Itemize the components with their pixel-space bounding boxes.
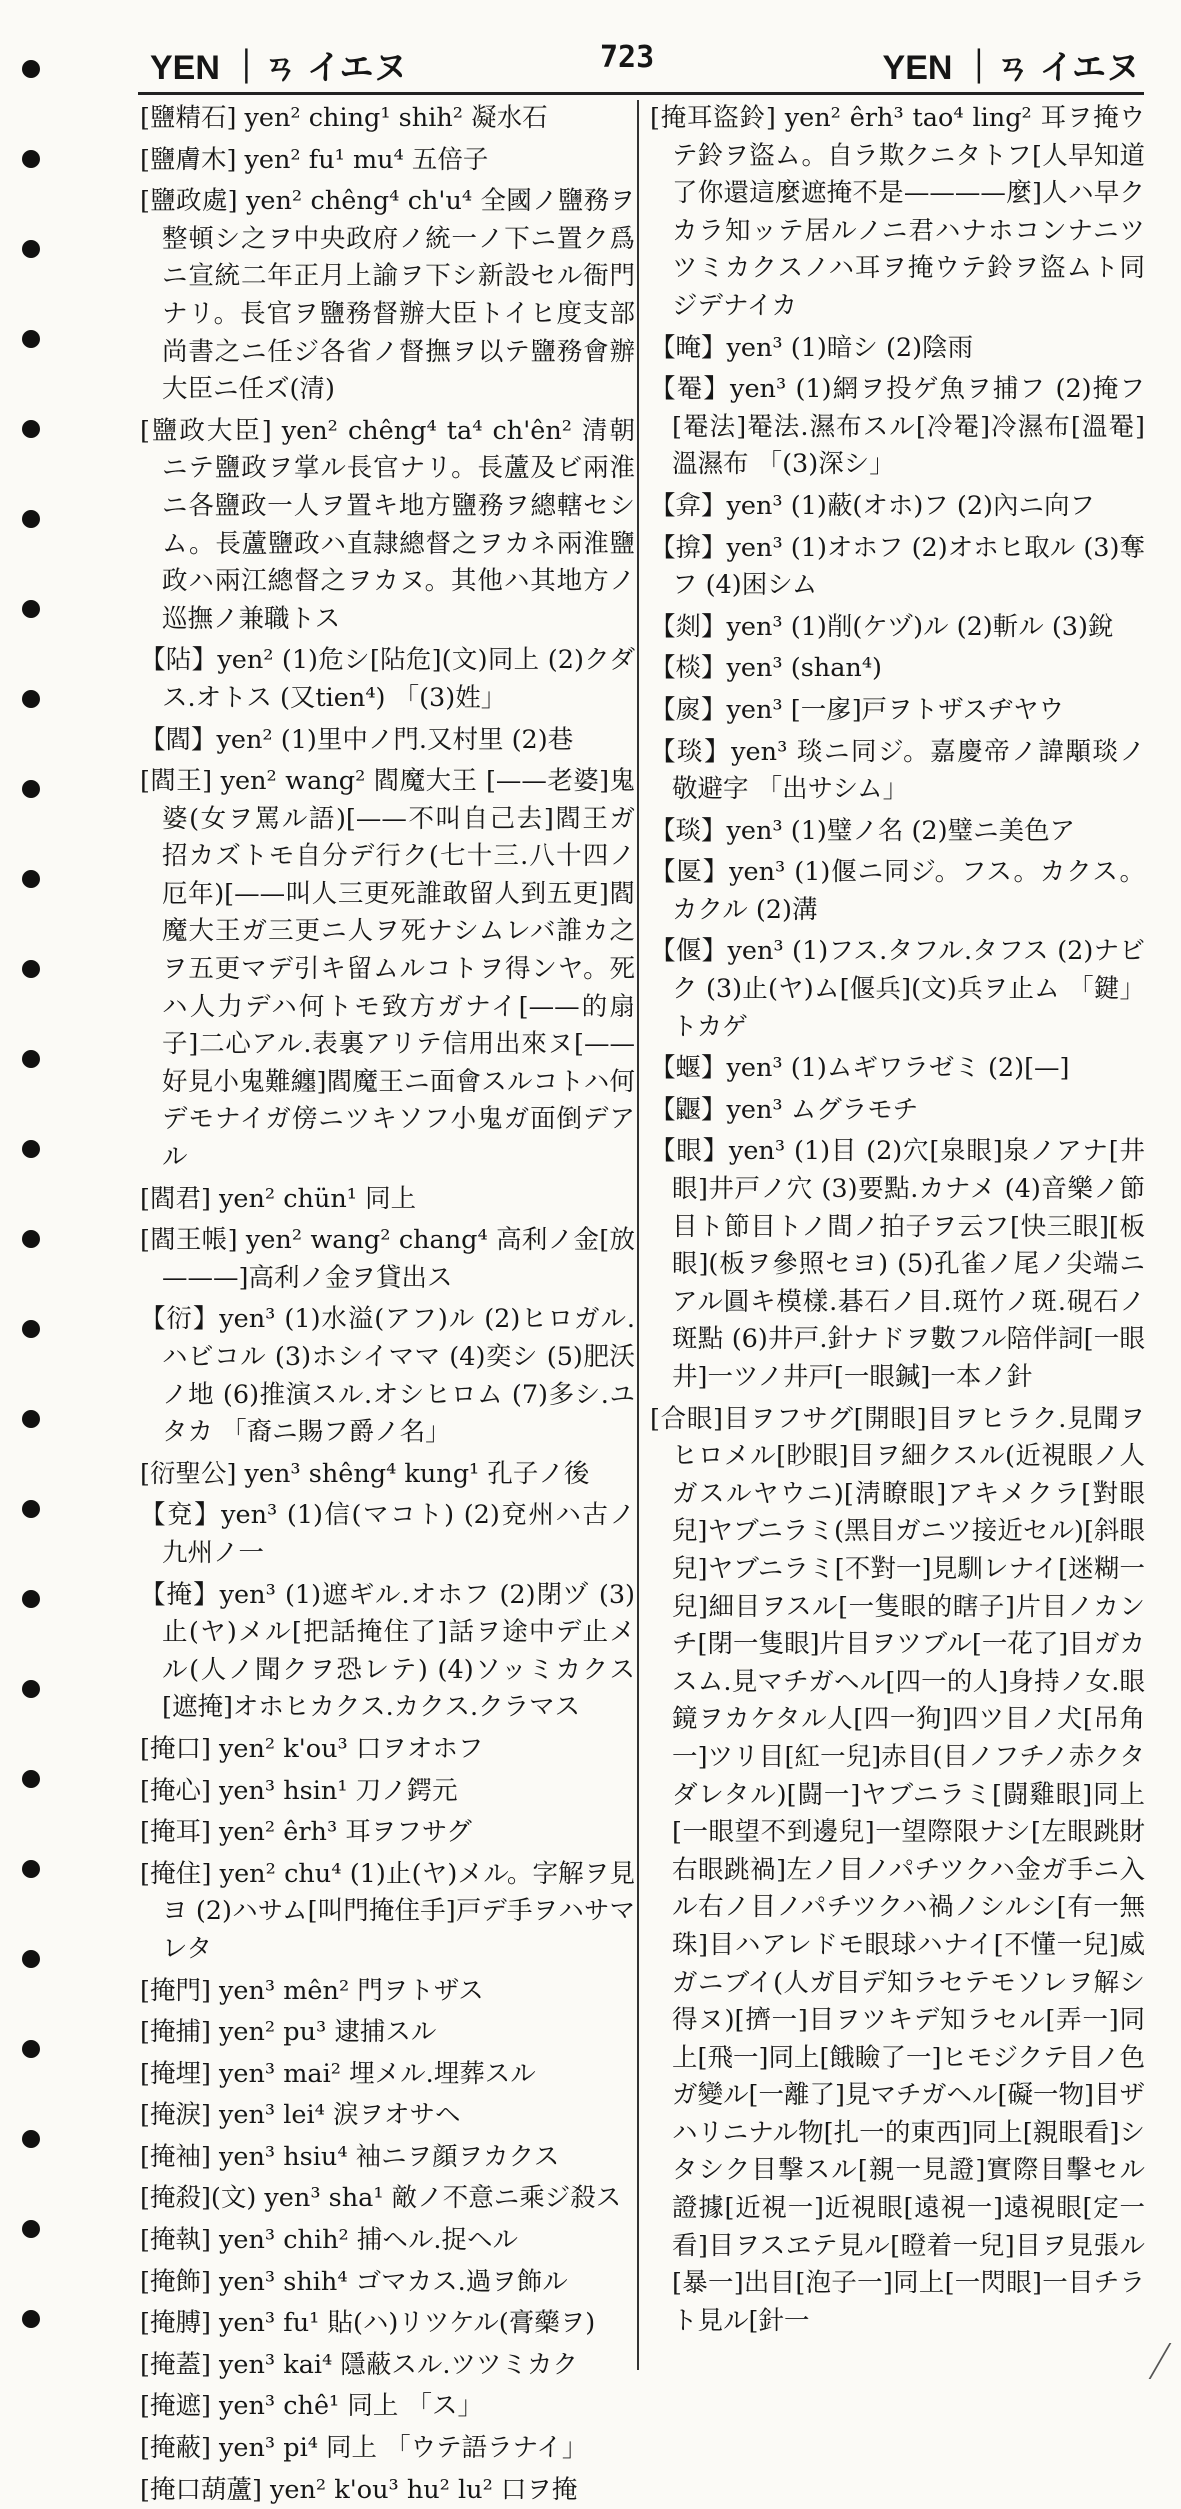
binding-hole <box>22 2130 40 2148</box>
dictionary-entry: [掩淚] yen³ lei⁴ 涙ヲオサヘ <box>140 2100 461 2131</box>
binding-hole <box>22 870 40 888</box>
binding-hole <box>22 1410 40 1428</box>
dictionary-entry: [掩袖] yen³ hsiu⁴ 袖ニヲ顔ヲカクス <box>140 2141 560 2172</box>
binding-hole <box>22 1680 40 1698</box>
dictionary-entry: 【眼】yen³ (1)目 (2)穴[泉眼]泉ノアナ[井眼]井戸ノ穴 (3)要點.カナメ (4)音樂ノ節目ト節目トノ間ノ拍子ヲ云フ[快三眼][板眼](板ヲ參照セヨ) (5)孔雀ノ尾ノ尖端ニアル圓キ模樣.碁石ノ目.斑竹ノ斑.硯石ノ斑點 (6)井戸.針ナドヲ數フル陪伴詞[一眼井]一ツノ井戸[一眼鍼]一本ノ針 <box>650 1136 1145 1392</box>
dictionary-entry: 【棪】yen³ (shan⁴) <box>650 653 883 684</box>
binding-hole <box>22 960 40 978</box>
binding-hole <box>22 240 40 258</box>
dictionary-entry: [掩殺](文) yen³ sha¹ 敵ノ不意ニ乘ジ殺ス <box>140 2183 622 2214</box>
header-right-guide: YEN ｜ㄢ イエヌ <box>882 49 1140 87</box>
binding-hole <box>22 510 40 528</box>
dictionary-entry: 【琰】yen³ 琰ニ同ジ。嘉慶帝ノ諱顒琰ノ敬避字 「出サシム」 <box>650 736 1145 805</box>
dictionary-entry: [掩口葫蘆] yen² k'ou³ hu² lu² 口ヲ掩 <box>140 2474 578 2505</box>
dictionary-entry: 【弇】yen³ (1)蔽(オホ)フ (2)內ニ向フ <box>650 490 1095 521</box>
binding-hole <box>22 2040 40 2058</box>
dictionary-entry: [掩心] yen³ hsin¹ 刀ノ鍔元 <box>140 1775 458 1806</box>
dictionary-entry: 【衍】yen³ (1)水溢(アフ)ル (2)ヒロガル.ハビコル (3)ホシイママ (4)奕シ (5)肥沃ノ地 (6)推演スル.オシヒロム (7)多シ.ユタカ 「裔ニ賜フ爵ノ名」 <box>140 1304 635 1448</box>
dictionary-entry: [衍聖公] yen³ shêng⁴ kung¹ 孔子ノ後 <box>140 1458 590 1489</box>
dictionary-entry: 【掩】yen³ (1)遮ギル.オホフ (2)閉ヅ (3)止(ヤ)メル[把話掩住了]話ヲ途中デ止メル(人ノ聞クヲ恐レテ) (4)ソッミカクス[遮掩]オホヒカクス.カクス.クラマス <box>140 1579 635 1723</box>
dictionary-entry: [合眼]目ヲフサグ[開眼]目ヲヒラク.見聞ヲヒロメル[眇眼]目ヲ細クスル(近視眼ノ人ガスルヤウニ)[淸瞭眼]アキメクラ[對眼兒]ヤブニラミ(黑目ガニツ接近セル)[斜眼兒]ヤブニラミ[不對一]見馴レナイ[迷糊一兒]細目ヲスル[一隻眼的瞎子]片目ノカンチ[閉一隻眼]片目ヲツブル[一花了]目ガカスム.見マチガヘル[四一的人]身持ノ女.眼鏡ヲカケタル人[四一狗]四ツ目ノ犬[吊角一]ツリ目[紅一兒]赤目(目ノフチノ赤クタダレタル)[闘一]ヤブニラミ[闘雞眼]同上[一眼望不到邊兒]一望際限ナシ[左眼跳財右眼跳禍]左ノ目ノパチツクハ金ガ手ニ入ル右ノ目ノパチツクハ禍ノシルシ[有一無珠]目ハアレドモ眼球ハナイ[不懂一兒]威ガニブイ(人ガ目デ知ラセテモソレヲ解シ得ヌ)[擠一]目ヲツキデ知ラセル[弄一]同上[飛一]同上[餓瞼了一]ヒモジクテ目ノ色ガ變ル[一離了]見マチガヘル[礙一物]目ザハリニナル物[扎一的東西]同上[親眼看]シタシク目撃スル[親一見證]實際目擊セル證據[近視一]近視眼[遠視一]遠視眼[定一看]目ヲスヱテ見ル[瞪着一兒]目ヲ見張ル[暴一]出目[泡子一]同上[一閃眼]一目チラト見ル[針一 <box>650 1403 1145 2336</box>
dictionary-entry: 【匽】yen³ (1)偃ニ同ジ。フス。カクス。カクル (2)溝 <box>650 857 1145 925</box>
binding-hole <box>22 1950 40 1968</box>
left-column <box>140 100 635 2505</box>
binding-hole <box>22 1140 40 1158</box>
binding-hole <box>22 1860 40 1878</box>
dictionary-entry: [閻王] yen² wang² 閻魔大王 [——老婆]鬼婆(女ヲ罵ル語)[——不叫自己去]閻王ガ招カズトモ自分デ行ク(七十三.八十四ノ厄年)[——叫人三更死誰敢留人到五更]閻魔大王ガ三更ニ人ヲ死ナシムレバ誰カ之ヲ五更マデ引キ留ムルコトヲ得ンヤ。死ハ人力デハ何トモ致方ガナイ[——的扇子]二心アル.表裏アリテ信用出來ヌ[——好見小鬼難纏]閻魔王ニ面會スルコトハ何デモナイガ傍ニツキソフ小鬼ガ面倒デアル <box>140 766 635 1173</box>
dictionary-entry: [掩執] yen³ chih² 捕ヘル.捉ヘル <box>140 2225 518 2256</box>
binding-hole <box>22 780 40 798</box>
page-header <box>140 28 1140 88</box>
binding-hole <box>22 1230 40 1248</box>
binding-hole <box>22 600 40 618</box>
binding-hole <box>22 150 40 168</box>
dictionary-entry: [鹽政處] yen² chêng⁴ ch'u⁴ 全國ノ鹽務ヲ整頓シ之ヲ中央政府ノ統一ノ下ニ置ク爲ニ宣統二年正月上諭ヲ下シ新設セル衙門ナリ。長官ヲ鹽務督辦大臣トイヒ度支部尚書之ニ任ジ各省ノ督撫ヲ以テ鹽務會辦大臣ニ任ズ(清) <box>140 186 635 405</box>
header-left-guide: YEN ｜ㄢ イエヌ <box>150 49 408 87</box>
dictionary-entry: 【兗】yen³ (1)信(マコト) (2)兗州ハ古ノ九州ノ一 <box>140 1500 635 1568</box>
dictionary-entry: [掩耳盜鈴] yen² êrh³ tao⁴ ling² 耳ヲ掩ウテ鈴ヲ盜ム。自ラ欺クニタトフ[人早知道了你還這麼遮掩不是————麼]人ハ早クカラ知ッテ居ルノニ君ハナホコンナニツツミカクスノハ耳ヲ掩ウテ鈴ヲ盜ムト同ジデナイカ <box>650 103 1145 321</box>
dictionary-entry: [掩口] yen² k'ou³ 口ヲオホフ <box>140 1733 484 1764</box>
dictionary-entry: [掩遮] yen³ chê¹ 同上 「ス」 <box>140 2391 483 2422</box>
binding-hole <box>22 2310 40 2328</box>
binding-hole <box>22 2220 40 2238</box>
dictionary-entry: 【蝘】yen³ (1)ムギワラゼミ (2)[—] <box>650 1053 1070 1084</box>
dictionary-entry: 【鼴】yen³ ムグラモチ <box>650 1094 919 1125</box>
binding-hole <box>22 690 40 708</box>
dictionary-entry: [掩蓋] yen³ kai⁴ 隱蔽スル.ツツミカク <box>140 2349 578 2380</box>
dictionary-entry: 【阽】yen² (1)危シ[阽危](文)同上 (2)クダス.オトス (又tien⁴) 「(3)姓」 <box>140 645 635 713</box>
dictionary-entry: [掩飾] yen³ shih⁴ ゴマカス.過ヲ飾ル <box>140 2266 568 2297</box>
dictionary-entry: [鹽膚木] yen² fu¹ mu⁴ 五倍子 <box>140 144 489 175</box>
dictionary-entry: 【扊】yen³ [一扅]戸ヲトザスヂヤウ <box>650 694 1065 725</box>
column-divider <box>637 100 639 2370</box>
binding-hole <box>22 1590 40 1608</box>
dictionary-entry: [掩耳] yen² êrh³ 耳ヲフサグ <box>140 1817 472 1848</box>
binding-hole <box>22 1320 40 1338</box>
binding-holes <box>0 0 52 2409</box>
binding-hole <box>22 1500 40 1518</box>
dictionary-entry: [掩膊] yen³ fu¹ 貼(ハ)リツケル(膏藥ヲ) <box>140 2308 596 2339</box>
dictionary-entry: [閻王帳] yen² wang² chang⁴ 高利ノ金[放———]高利ノ金ヲ貸出ス <box>140 1225 635 1293</box>
dictionary-entry: [鹽精石] yen² ching¹ shih² 凝水石 <box>140 103 548 133</box>
dictionary-entry: 【晻】yen³ (1)暗シ (2)陰雨 <box>650 332 974 363</box>
dictionary-entry: 【琰】yen³ (1)璧ノ名 (2)璧ニ美色ア <box>650 815 1076 846</box>
dictionary-entry: 【閻】yen² (1)里中ノ門.又村里 (2)巷 <box>140 724 574 755</box>
dictionary-entry: [掩住] yen² chu⁴ (1)止(ヤ)メル。字解ヲ見ヨ (2)ハサム[叫門掩住手]戸デ手ヲハサマレタ <box>140 1858 635 1964</box>
dictionary-entry: [掩埋] yen³ mai² 埋メル.埋葬スル <box>140 2058 536 2089</box>
page-number: 723 <box>600 40 655 75</box>
binding-hole <box>22 1050 40 1068</box>
dictionary-entry: [閻君] yen² chün¹ 同上 <box>140 1183 417 1214</box>
binding-hole <box>22 330 40 348</box>
dictionary-entry: [鹽政大臣] yen² chêng⁴ ta⁴ ch'ên² 清朝ニテ鹽政ヲ掌ル長官ナリ。長蘆及ビ兩淮ニ各鹽政一人ヲ置キ地方鹽務ヲ總轄セシム。長蘆鹽政ハ直隷總督之ヲカネ兩淮鹽政ハ兩江總督之ヲカヌ。其他ハ其地方ノ巡撫ノ兼職トス <box>140 415 635 634</box>
header-rule <box>138 92 1144 95</box>
binding-hole <box>22 60 40 78</box>
binding-hole <box>22 420 40 438</box>
dictionary-entry: 【剡】yen³ (1)削(ケヅ)ル (2)斬ル (3)銳 <box>650 611 1114 642</box>
dictionary-entry: [掩門] yen³ mên² 門ヲトザス <box>140 1975 484 2006</box>
dictionary-entry: 【罨】yen³ (1)網ヲ投ゲ魚ヲ捕フ (2)掩フ[罨法]罨法.濕布スル[冷罨]冷濕布[溫罨]溫濕布 「(3)深シ」 <box>650 374 1145 480</box>
dictionary-entry: 【偃】yen³ (1)フス.タフル.タフス (2)ナビク (3)止(ヤ)ム[偃兵](文)兵ヲ止ム 「鍵」トカゲ <box>650 936 1145 1042</box>
binding-hole <box>22 1770 40 1788</box>
dictionary-entry: 【揜】yen³ (1)オホフ (2)オホヒ取ル (3)奪フ (4)困シム <box>650 532 1145 601</box>
dictionary-entry: [掩蔽] yen³ pi⁴ 同上 「ウテ語ラナイ」 <box>140 2433 588 2464</box>
dictionary-entry: [掩捕] yen² pu³ 逮捕スル <box>140 2017 437 2048</box>
right-column <box>650 100 1145 2380</box>
